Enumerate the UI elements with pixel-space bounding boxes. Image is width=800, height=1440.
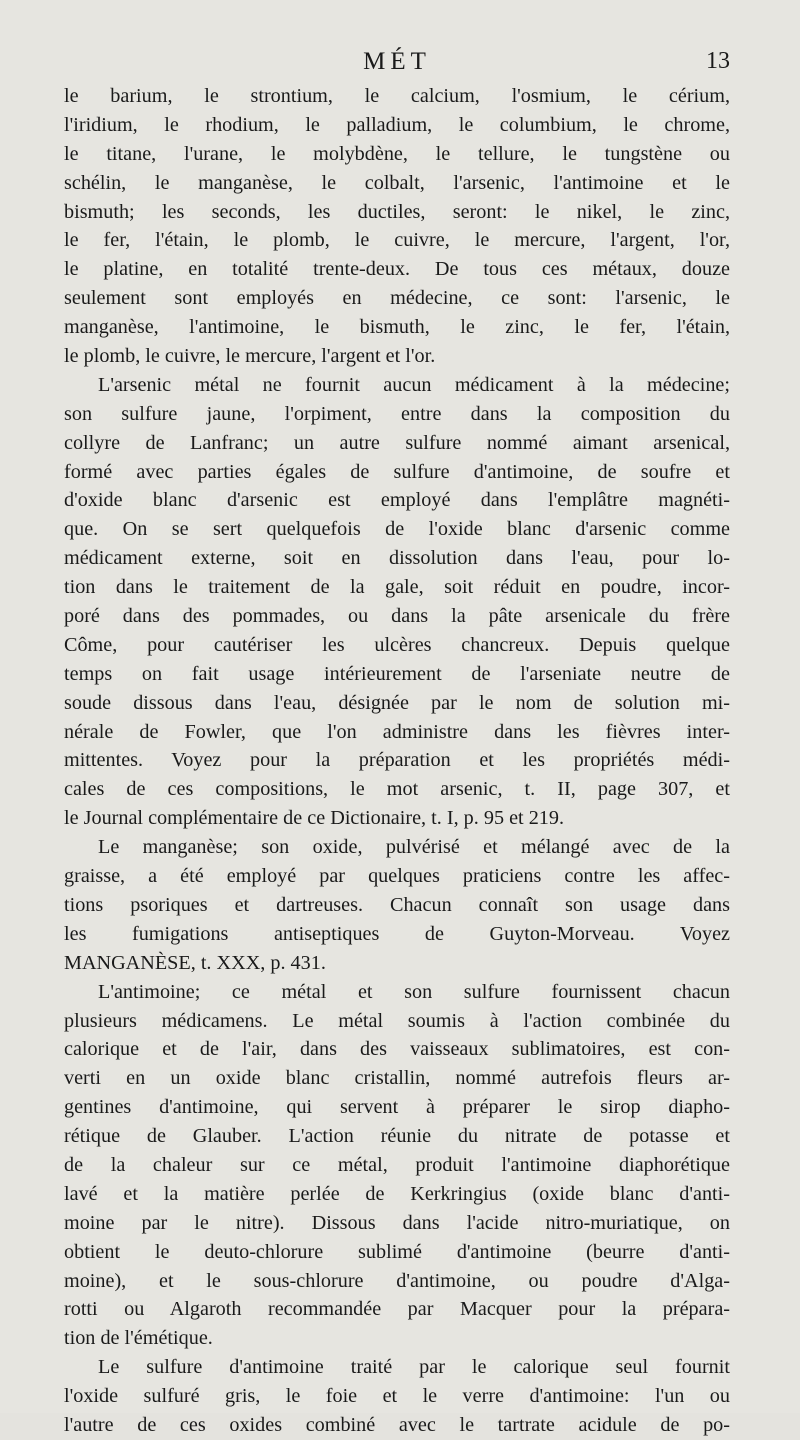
- text-line: moine), et le sous-chlorure d'antimoine, ou poudre d'Alga-: [64, 1269, 730, 1292]
- text-line: collyre de Lanfranc; un autre sulfure nommé aimant arsenical,: [64, 431, 730, 454]
- text-line: manganèse, l'antimoine, le bismuth, le zinc, le fer, l'étain,: [64, 316, 730, 339]
- text-line: gentines d'antimoine, qui servent à préparer le sirop diapho-: [64, 1096, 730, 1119]
- text-line: que. On se sert quelquefois de l'oxide blanc d'arsenic comme: [64, 518, 730, 541]
- text-line: le fer, l'étain, le plomb, le cuivre, le mercure, l'argent, l'or,: [64, 229, 730, 252]
- text-line: MANGANÈSE, t. XXX, p. 431.: [64, 951, 326, 974]
- running-head: [64, 48, 730, 80]
- text-line: de la chaleur sur ce métal, produit l'antimoine diaphorétique: [64, 1153, 730, 1176]
- text-line: son sulfure jaune, l'orpiment, entre dans la composition du: [64, 402, 730, 425]
- text-line: Côme, pour cautériser les ulcères chancreux. Depuis quelque: [64, 633, 730, 656]
- text-line: cales de ces compositions, le mot arsenic, t. II, page 307, et: [64, 778, 730, 801]
- text-line: bismuth; les seconds, les ductiles, seront: le nikel, le zinc,: [64, 200, 730, 223]
- running-title: MÉT: [363, 48, 431, 75]
- text-line: le platine, en totalité trente-deux. De tous ces métaux, douze: [64, 258, 730, 281]
- text-line: schélin, le manganèse, le colbalt, l'arsenic, l'antimoine et le: [64, 171, 730, 194]
- text-line: obtient le deuto-chlorure sublimé d'antimoine (beurre d'anti-: [64, 1240, 730, 1263]
- text-line: L'arsenic métal ne fournit aucun médicament à la médecine;: [98, 373, 730, 396]
- text-line: Le manganèse; son oxide, pulvérisé et mélangé avec de la: [98, 836, 730, 859]
- text-line: l'autre de ces oxides combiné avec le tartrate acidule de po-: [64, 1413, 730, 1436]
- text-line: nérale de Fowler, que l'on administre dans les fièvres inter-: [64, 720, 730, 743]
- text-line: le Journal complémentaire de ce Dictionaire, t. I, p. 95 et 219.: [64, 807, 565, 830]
- text-line: calorique et de l'air, dans des vaisseaux sublimatoires, est con-: [64, 1038, 730, 1061]
- text-line: lavé et la matière perlée de Kerkringius (oxide blanc d'anti-: [64, 1182, 730, 1205]
- text-line: seulement sont employés en médecine, ce sont: l'arsenic, le: [64, 287, 730, 310]
- text-line: verti en un oxide blanc cristallin, nommé autrefois fleurs ar-: [64, 1067, 730, 1090]
- text-line: médicament externe, soit en dissolution dans l'eau, pour lo-: [64, 547, 730, 570]
- text-line: temps on fait usage intérieurement de l'arseniate neutre de: [64, 662, 730, 685]
- text-line: graisse, a été employé par quelques praticiens contre les affec-: [64, 865, 730, 888]
- text-line: tion de l'émétique.: [64, 1327, 213, 1350]
- text-line: mittentes. Voyez pour la préparation et les propriétés médi-: [64, 749, 730, 772]
- text-line: Le sulfure d'antimoine traité par le calorique seul fournit: [98, 1356, 730, 1379]
- text-line: le barium, le strontium, le calcium, l'osmium, le cérium,: [64, 85, 730, 107]
- text-line: soude dissous dans l'eau, désignée par le nom de solution mi-: [64, 691, 730, 714]
- text-line: L'antimoine; ce métal et son sulfure fournissent chacun: [98, 980, 730, 1003]
- text-line: formé avec parties égales de sulfure d'antimoine, de soufre et: [64, 460, 730, 483]
- text-line: rotti ou Algaroth recommandée par Macquer pour la prépara-: [64, 1298, 730, 1321]
- text-line: tion dans le traitement de la gale, soit réduit en poudre, incor-: [64, 576, 730, 599]
- text-line: moine par le nitre). Dissous dans l'acide nitro-muriatique, on: [64, 1211, 730, 1234]
- text-line: l'oxide sulfuré gris, le foie et le verre d'antimoine: l'un ou: [64, 1385, 730, 1408]
- text-line: tions psoriques et dartreuses. Chacun connaît son usage dans: [64, 893, 730, 916]
- text-line: poré dans des pommades, ou dans la pâte arsenicale du frère: [64, 605, 730, 628]
- text-line: l'iridium, le rhodium, le palladium, le columbium, le chrome,: [64, 113, 730, 136]
- page-number: 13: [706, 48, 730, 74]
- text-line: plusieurs médicamens. Le métal soumis à l'action combinée du: [64, 1009, 730, 1032]
- text-line: le plomb, le cuivre, le mercure, l'argent et l'or.: [64, 345, 436, 368]
- text-line: les fumigations antiseptiques de Guyton-Morveau. Voyez: [64, 922, 730, 945]
- text-line: rétique de Glauber. L'action réunie du nitrate de potasse et: [64, 1125, 730, 1148]
- text-line: d'oxide blanc d'arsenic est employé dans l'emplâtre magnéti-: [64, 489, 730, 512]
- text-line: le titane, l'urane, le molybdène, le tellure, le tungstène ou: [64, 142, 730, 165]
- text-body: [64, 82, 730, 1440]
